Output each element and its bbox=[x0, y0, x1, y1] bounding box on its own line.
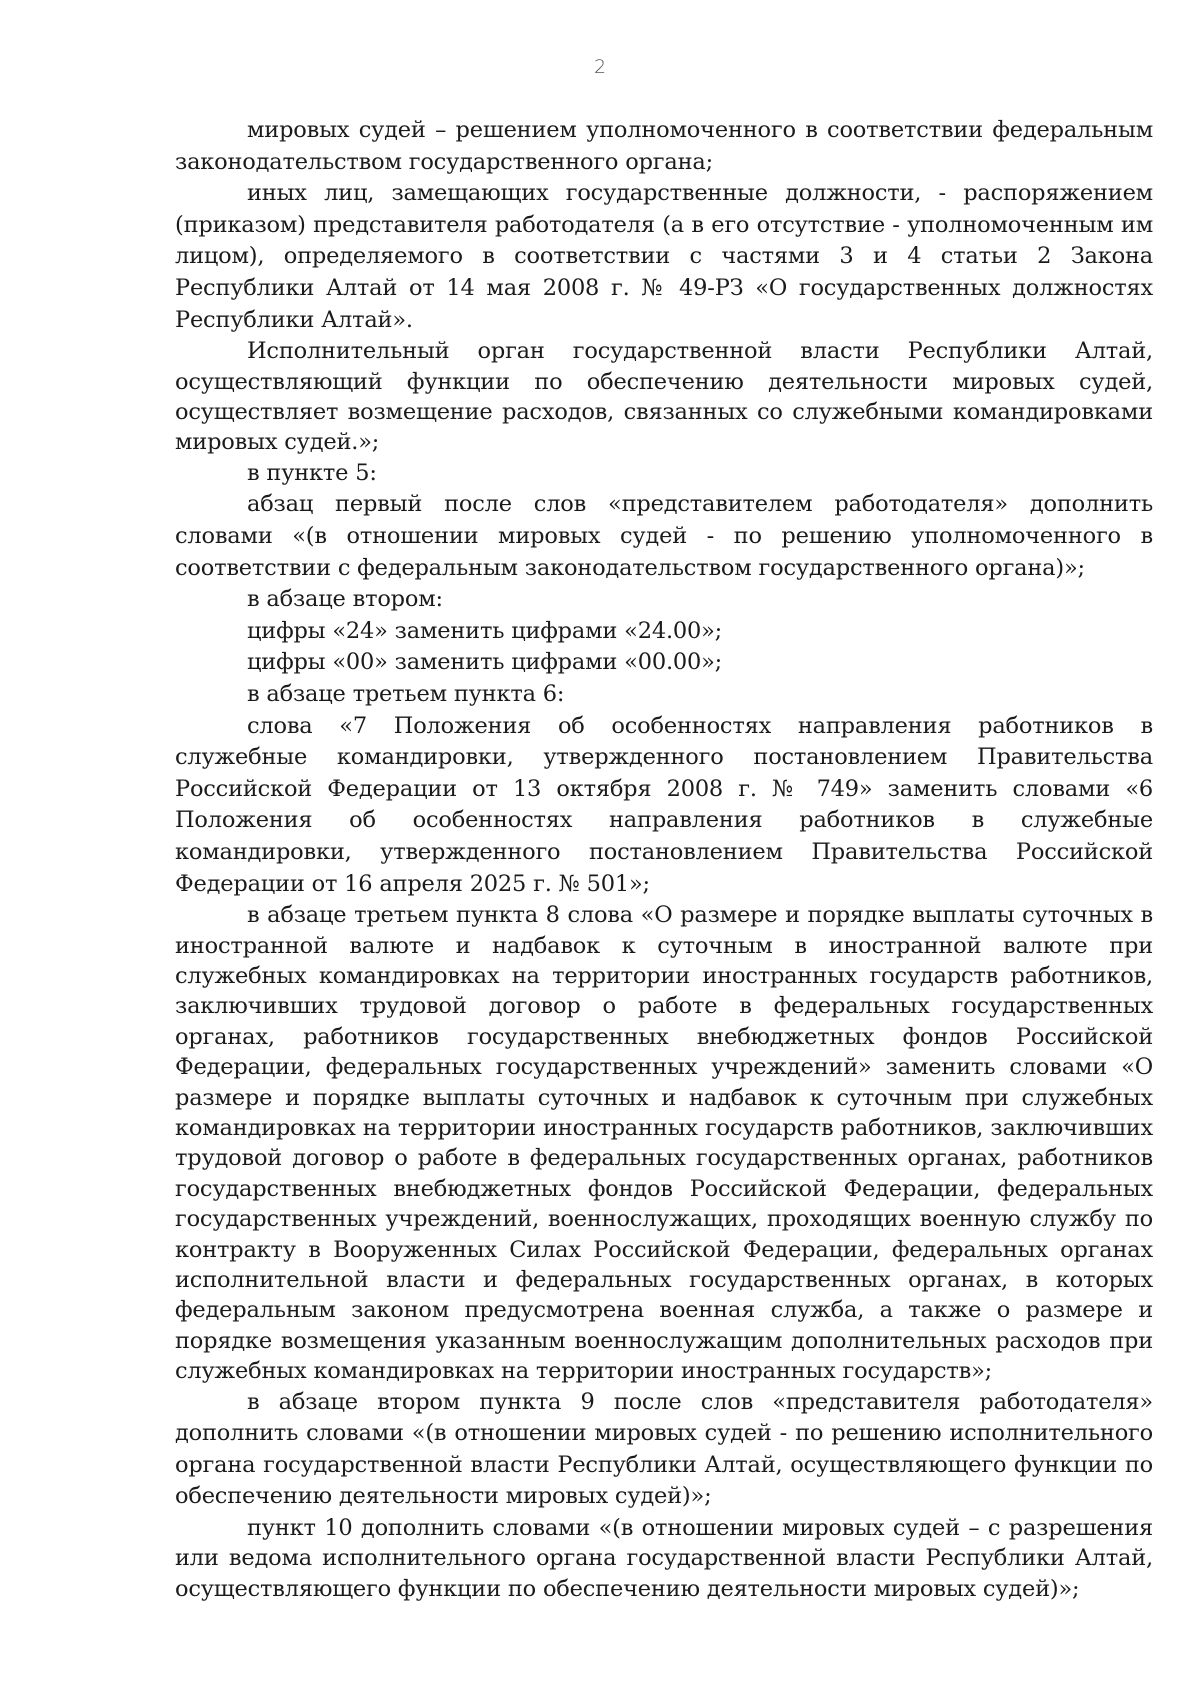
paragraph-item-6: в абзаце третьем пункта 6: bbox=[247, 680, 565, 707]
paragraph-digits-00: цифры «00» заменить цифрами «00.00»; bbox=[247, 649, 723, 676]
paragraph-item-9: в абзаце втором пункта 9 после слов «представителя работодателя» дополнить словами «(в отношении мировых судей - по решению исполнительного органа государственной власти Республики Алтай, осуществляющего функции по обеспечению деятельности мировых судей)»; bbox=[175, 1388, 1153, 1510]
paragraph-digits-24: цифры «24» заменить цифрами «24.00»; bbox=[247, 617, 723, 644]
paragraph-item-8: в абзаце третьем пункта 8 слова «О размере и порядке выплаты суточных в иностранной валюте и надбавок к суточным в иностранной валюте при служебных командировках на территории иностранных государств работников, заключивших трудовой договор о работе в федеральных государственных органах, работников государственных внебюджетных фондов Российской Федерации, федеральных государственных учреждений» заменить словами «О размере и порядке выплаты суточных и надбавок к суточным при служебных командировках на территории иностранных государств работников, заключивших трудовой договор о работе в федеральных государственных органах, работников государственных внебюджетных фондов Российской Федерации, федеральных государственных учреждений, военнослужащих, проходящих военную службу по контракту в Вооруженных Силах Российской Федерации, федеральных органах исполнительной власти и федеральных государственных органах, в которых федеральным законом предусмотрена военная служба, а также о размере и порядке возмещения указанным военнослужащим дополнительных расходов при служебных командировках на территории иностранных государств»; bbox=[175, 902, 1153, 1385]
paragraph-regulation-749: слова «7 Положения об особенностях направления работников в служебные командировки, утвержденного постановлением Правительства Российской Федерации от 13 октября 2008 г. № 749» заменить словами «6 Положения об особенностях направления работников в служебные командировки, утвержденного постановлением Правительства Российской Федерации от 16 апреля 2025 г. № 501»; bbox=[175, 712, 1153, 897]
paragraph-judges-decision: мировых судей – решением уполномоченного в соответствии федеральным законодательством государственного органа; bbox=[175, 117, 1153, 175]
paragraph-item-10: пункт 10 дополнить словами «(в отношении мировых судей – с разрешения или ведома исполнительного органа государственной власти Республики Алтай, осуществляющего функции по обеспечению деятельности мировых судей)»; bbox=[175, 1514, 1153, 1602]
page-number: 2 bbox=[593, 56, 607, 78]
paragraph-other-officials: иных лиц, замещающих государственные должности, - распоряжением (приказом) представителя работодателя (а в его отсутствие - уполномоченным им лицом), определяемого в соответствии с частями 3 и 4 статьи 2 Закона Республики Алтай от 14 мая 2008 г. № 49-РЗ «О государственных должностях Республики Алтай». bbox=[175, 180, 1153, 333]
paragraph-item-5: в пункте 5: bbox=[247, 459, 377, 486]
paragraph-first-subparagraph: абзац первый после слов «представителем работодателя» дополнить словами «(в отношении мировых судей - по решению уполномоченного в соответствии с федеральным законодательством государственного органа)»; bbox=[175, 491, 1153, 581]
paragraph-executive-body: Исполнительный орган государственной власти Республики Алтай, осуществляющий функции по обеспечению деятельности мировых судей, осуществляет возмещение расходов, связанных со служебными командировками мировых судей.»; bbox=[175, 338, 1153, 456]
document-body bbox=[175, 115, 1153, 1604]
paragraph-second-subparagraph: в абзаце втором: bbox=[247, 586, 443, 613]
